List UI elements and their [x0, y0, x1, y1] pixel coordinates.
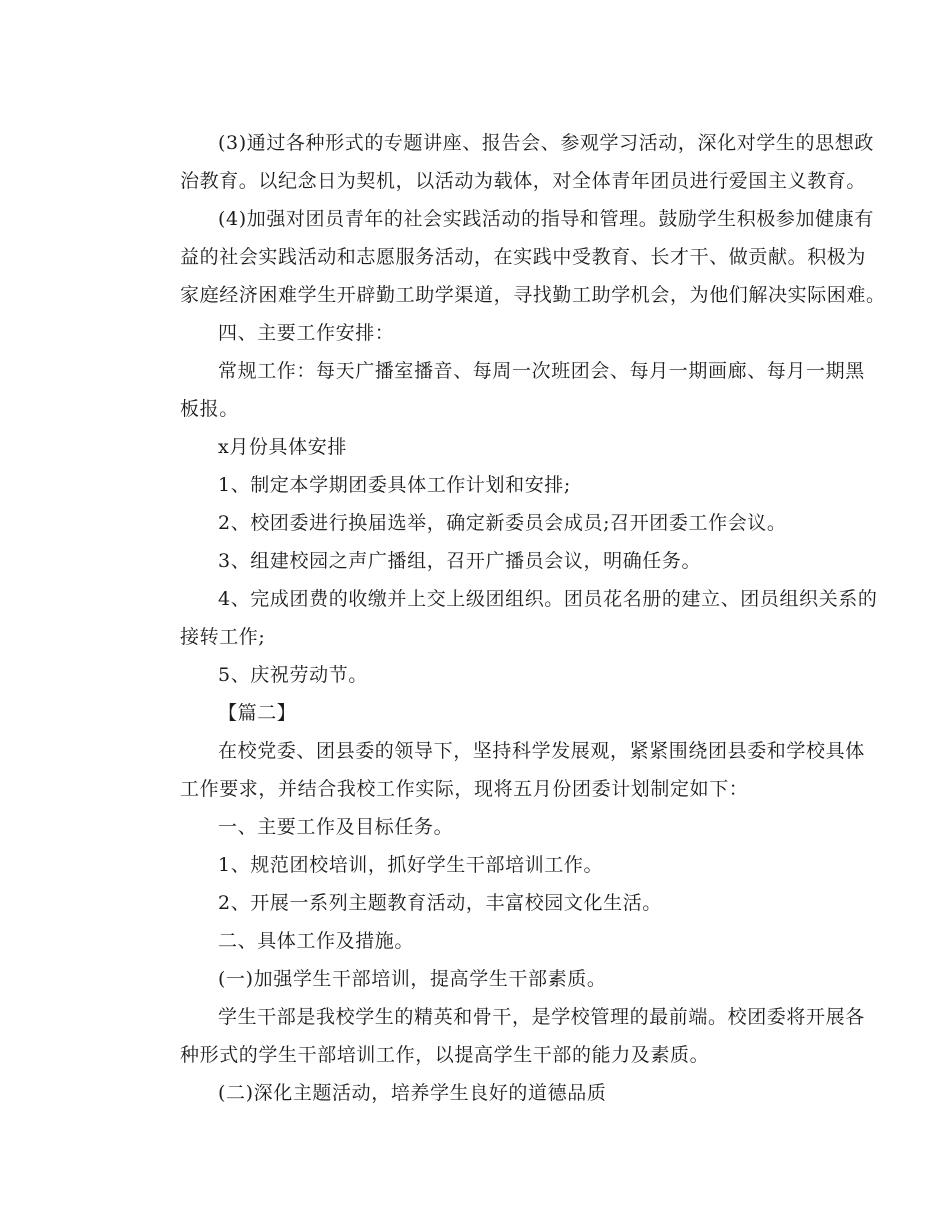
- paragraph: [142, 732, 865, 808]
- paragraph: [142, 998, 865, 1074]
- text-line: 1、制定本学期团委具体工作计划和安排;: [218, 474, 571, 496]
- text-line: 一、主要工作及目标任务。: [218, 816, 454, 838]
- section-title: [142, 694, 807, 732]
- text-line: 1、规范团校培训，抓好学生干部培训工作。: [218, 854, 604, 876]
- section-heading: [142, 314, 807, 352]
- text-line: 3、组建校园之声广播组，召开广播员会议，明确任务。: [218, 550, 702, 572]
- paragraph: [142, 428, 807, 466]
- text-line: 常规工作：每天广播室播音、每周一次班团会、每月一期画廊、每月一期黑: [218, 360, 865, 382]
- document-body: [142, 124, 886, 1112]
- text-line: (3)通过各种形式的专题讲座、报告会、参观学习活动，深化对学生的思想政: [218, 132, 874, 154]
- text-line: 在校党委、团县委的领导下，坚持科学发展观，紧紧围绕团县委和学校具体: [218, 740, 865, 762]
- subsection-heading: [142, 960, 807, 998]
- list-item: [142, 466, 807, 504]
- text-line: 工作要求，并结合我校工作实际，现将五月份团委计划制定如下：: [180, 778, 749, 800]
- section-heading: [142, 922, 807, 960]
- list-item: [142, 846, 807, 884]
- text-line: 2、开展一系列主题教育活动，丰富校园文化生活。: [218, 892, 662, 914]
- text-line: 接转工作;: [180, 626, 266, 648]
- paragraph: [142, 352, 865, 428]
- text-line: x月份具体安排: [218, 436, 347, 458]
- text-line: 种形式的学生干部培训工作，以提高学生干部的能力及素质。: [180, 1044, 710, 1066]
- text-line: 治教育。以纪念日为契机，以活动为载体，对全体青年团员进行爱国主义教育。: [180, 170, 867, 192]
- text-line: 家庭经济困难学生开辟勤工助学渠道，寻找勤工助学机会，为他们解决实际困难。: [180, 284, 886, 306]
- text-line: 学生干部是我校学生的精英和骨干，是学校管理的最前端。校团委将开展各: [218, 1006, 865, 1028]
- text-line: 【篇二】: [218, 702, 297, 724]
- list-item: [142, 580, 878, 656]
- text-line: 益的社会实践活动和志愿服务活动，在实践中受教育、长才干、做贡献。积极为: [180, 246, 867, 268]
- text-line: (二)深化主题活动，培养学生良好的道德品质: [218, 1082, 607, 1104]
- subsection-heading: [142, 1074, 807, 1112]
- text-line: 2、校团委进行换届选举，确定新委员会成员;召开团委工作会议。: [218, 512, 787, 534]
- list-item: [142, 656, 807, 694]
- text-line: 二、具体工作及措施。: [218, 930, 415, 952]
- text-line: 4、完成团费的收缴并上交上级团组织。团员花名册的建立、团员组织关系的: [218, 588, 878, 610]
- section-heading: [142, 808, 807, 846]
- paragraph: [142, 124, 874, 200]
- text-line: 板报。: [180, 398, 239, 420]
- list-item: [142, 542, 807, 580]
- text-line: (4)加强对团员青年的社会实践活动的指导和管理。鼓励学生积极参加健康有: [218, 208, 874, 230]
- list-item: [142, 504, 807, 542]
- list-item: [142, 884, 807, 922]
- text-line: 四、主要工作安排：: [218, 322, 395, 344]
- text-line: (一)加强学生干部培训，提高学生干部素质。: [218, 968, 607, 990]
- paragraph: [142, 200, 886, 314]
- text-line: 5、庆祝劳动节。: [218, 664, 368, 686]
